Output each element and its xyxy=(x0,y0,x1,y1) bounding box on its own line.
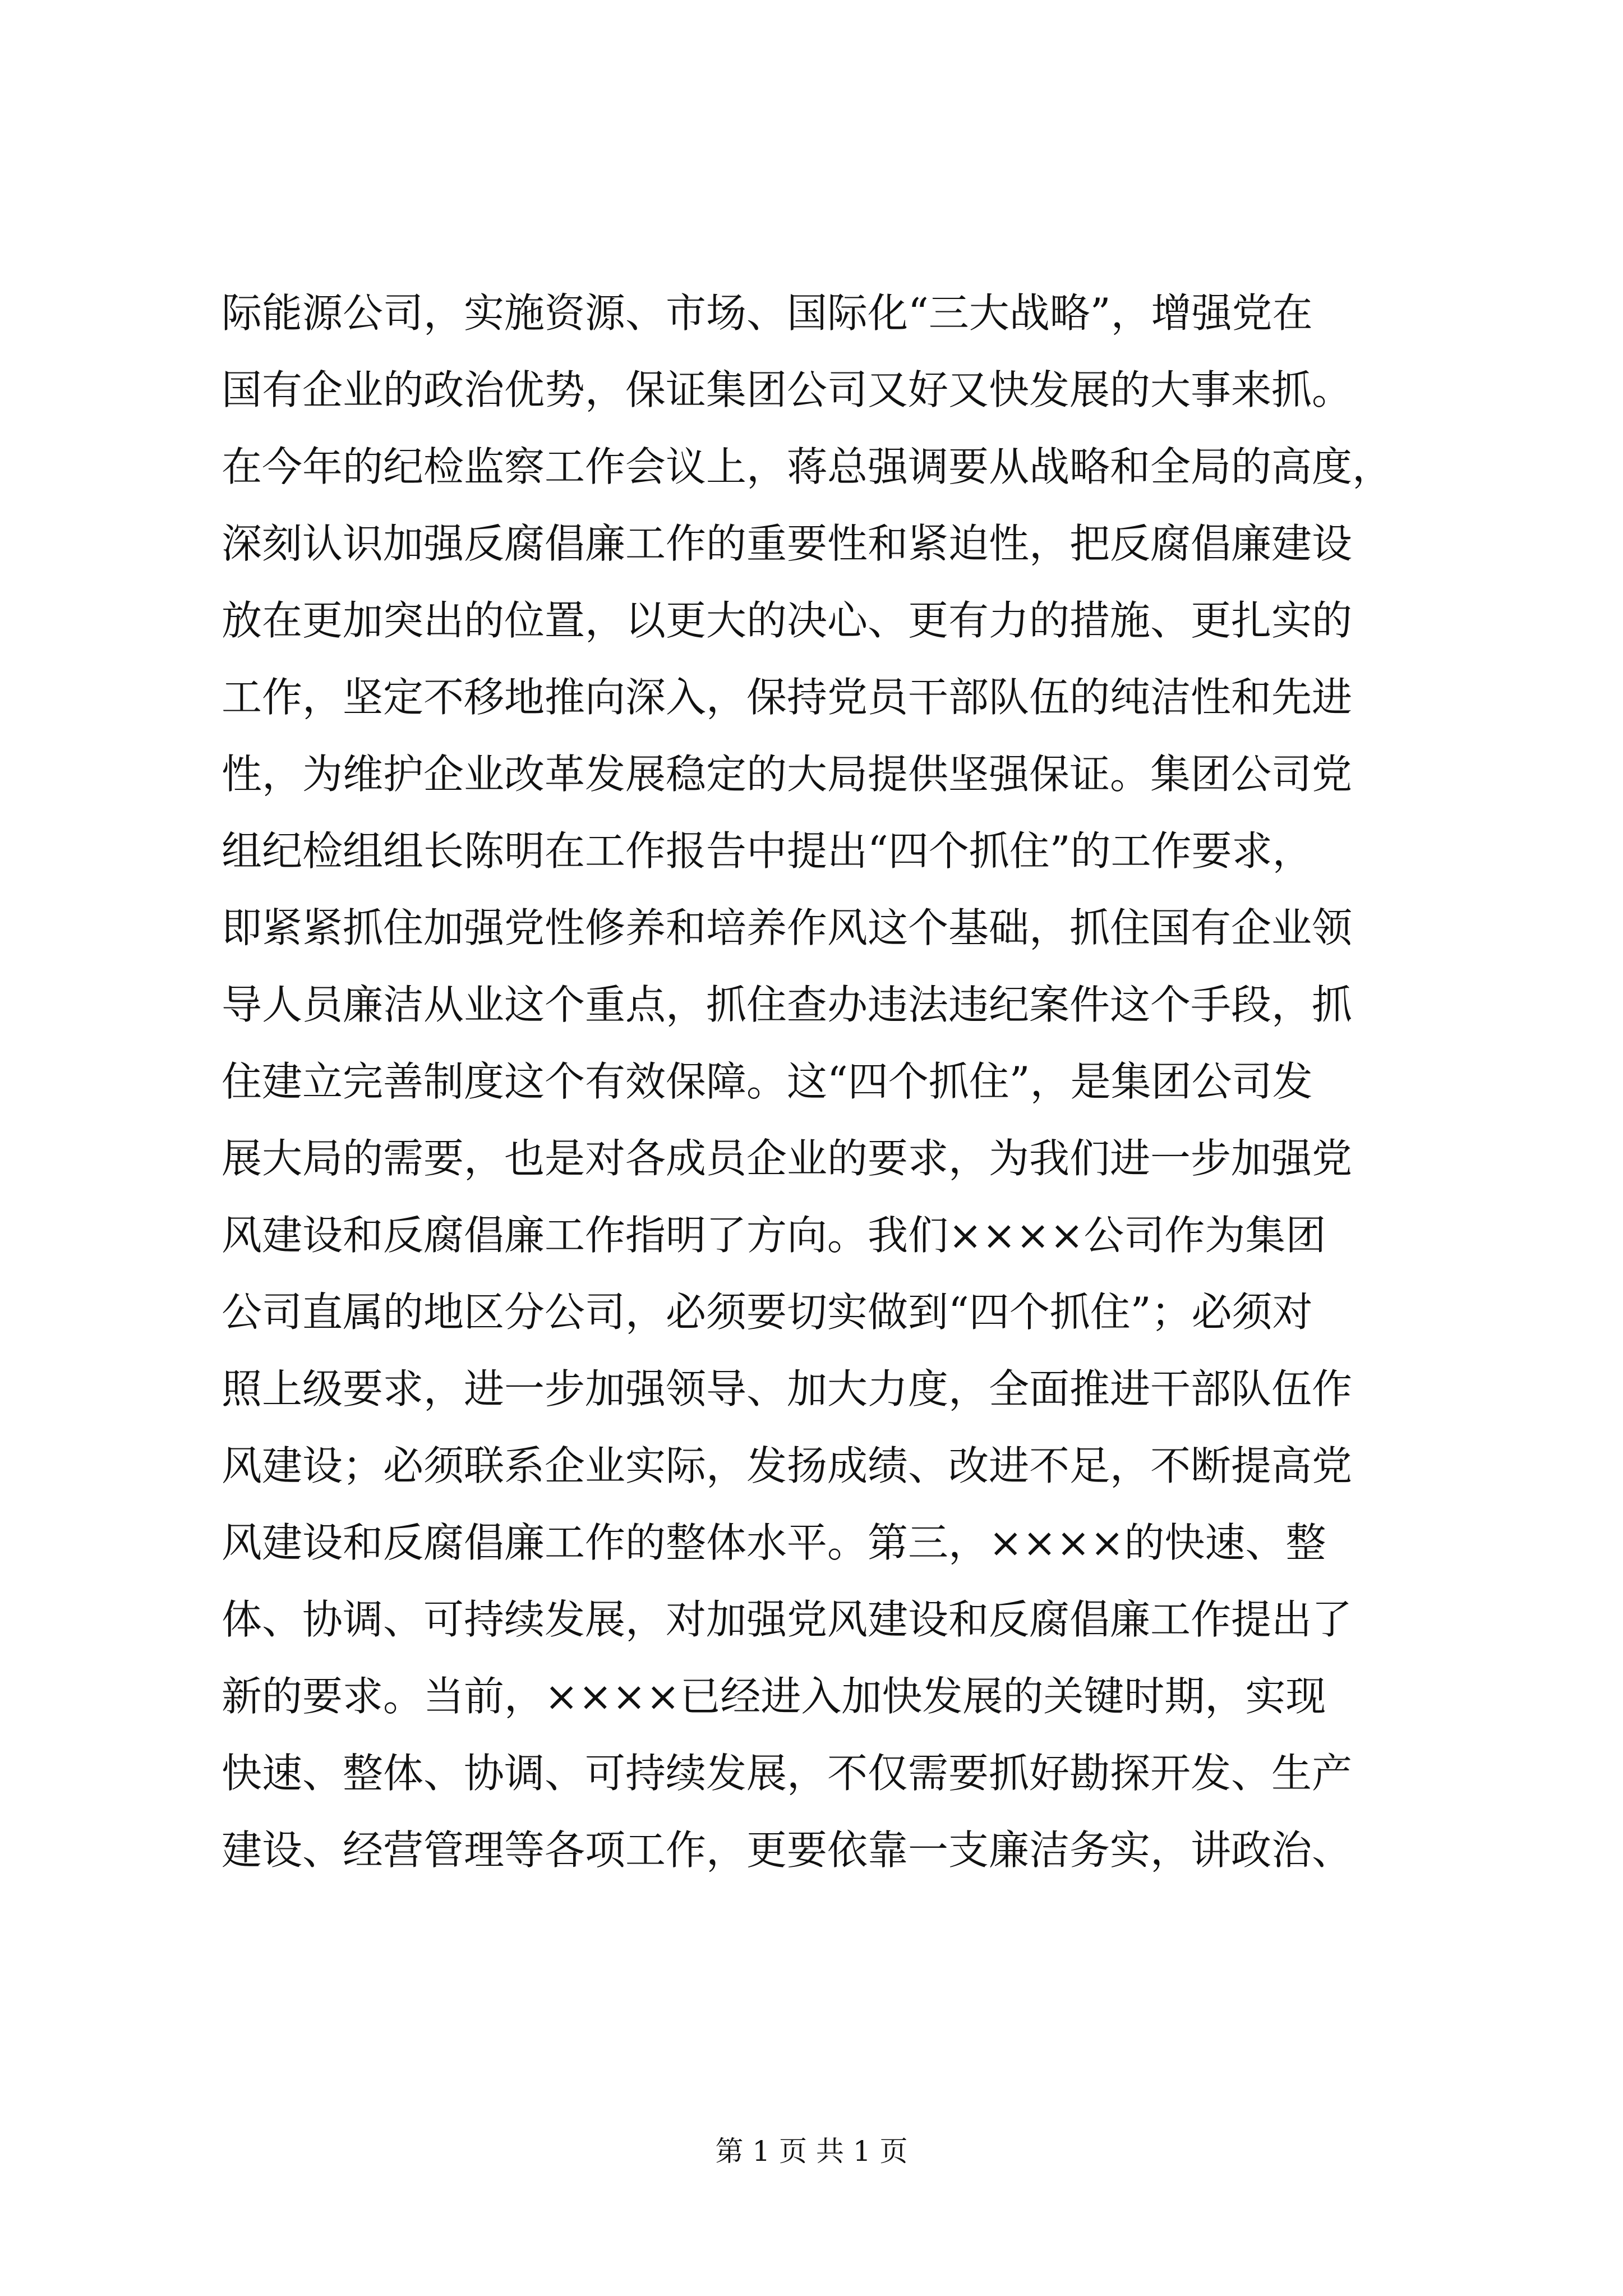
text-line: 公司直属的地区分公司，必须要切实做到“四个抓住”；必须对 xyxy=(222,1289,1313,1336)
text-line: 新的要求。当前，××××已经进入加快发展的关键时期，实现 xyxy=(222,1673,1326,1720)
text-line: 建设、经营管理等各项工作，更要依靠一支廉洁务实，讲政治、 xyxy=(222,1826,1353,1874)
text-line: 体、协调、可持续发展，对加强党风建设和反腐倡廉工作提出了 xyxy=(222,1596,1353,1643)
text-line: 风建设和反腐倡廉工作指明了方向。我们××××公司作为集团 xyxy=(222,1212,1326,1259)
text-line: 放在更加突出的位置，以更大的决心、更有力的措施、更扎实的 xyxy=(222,597,1353,644)
text-line: 在今年的纪检监察工作会议上，蒋总强调要从战略和全局的高度， xyxy=(222,443,1393,490)
text-line: 组纪检组组长陈明在工作报告中提出“四个抓住”的工作要求， xyxy=(222,827,1313,875)
text-line: 照上级要求，进一步加强领导、加大力度，全面推进干部队伍作 xyxy=(222,1365,1353,1412)
text-line: 性，为维护企业改革发展稳定的大局提供坚强保证。集团公司党 xyxy=(222,751,1353,798)
text-line: 国有企业的政治优势，保证集团公司又好又快发展的大事来抓。 xyxy=(222,366,1353,413)
text-line: 工作，坚定不移地推向深入，保持党员干部队伍的纯洁性和先进 xyxy=(222,674,1353,721)
text-line: 快速、整体、协调、可持续发展，不仅需要抓好勘探开发、生产 xyxy=(222,1750,1353,1797)
text-line: 风建设；必须联系企业实际，发扬成绩、改进不足，不断提高党 xyxy=(222,1442,1353,1489)
text-line: 风建设和反腐倡廉工作的整体水平。第三，××××的快速、整 xyxy=(222,1519,1326,1566)
body-text xyxy=(222,275,1461,1889)
text-line: 展大局的需要，也是对各成员企业的要求，为我们进一步加强党 xyxy=(222,1135,1353,1182)
text-line: 即紧紧抓住加强党性修养和培养作风这个基础，抓住国有企业领 xyxy=(222,904,1353,951)
text-line: 深刻认识加强反腐倡廉工作的重要性和紧迫性，把反腐倡廉建设 xyxy=(222,520,1353,567)
text-line: 导人员廉洁从业这个重点，抓住查办违法违纪案件这个手段，抓 xyxy=(222,981,1353,1028)
text-line: 际能源公司，实施资源、市场、国际化“三大战略”，增强党在 xyxy=(222,289,1313,337)
page-number-footer: 第 1 页 共 1 页 xyxy=(715,2135,908,2168)
text-line: 住建立完善制度这个有效保障。这“四个抓住”，是集团公司发 xyxy=(222,1058,1313,1105)
